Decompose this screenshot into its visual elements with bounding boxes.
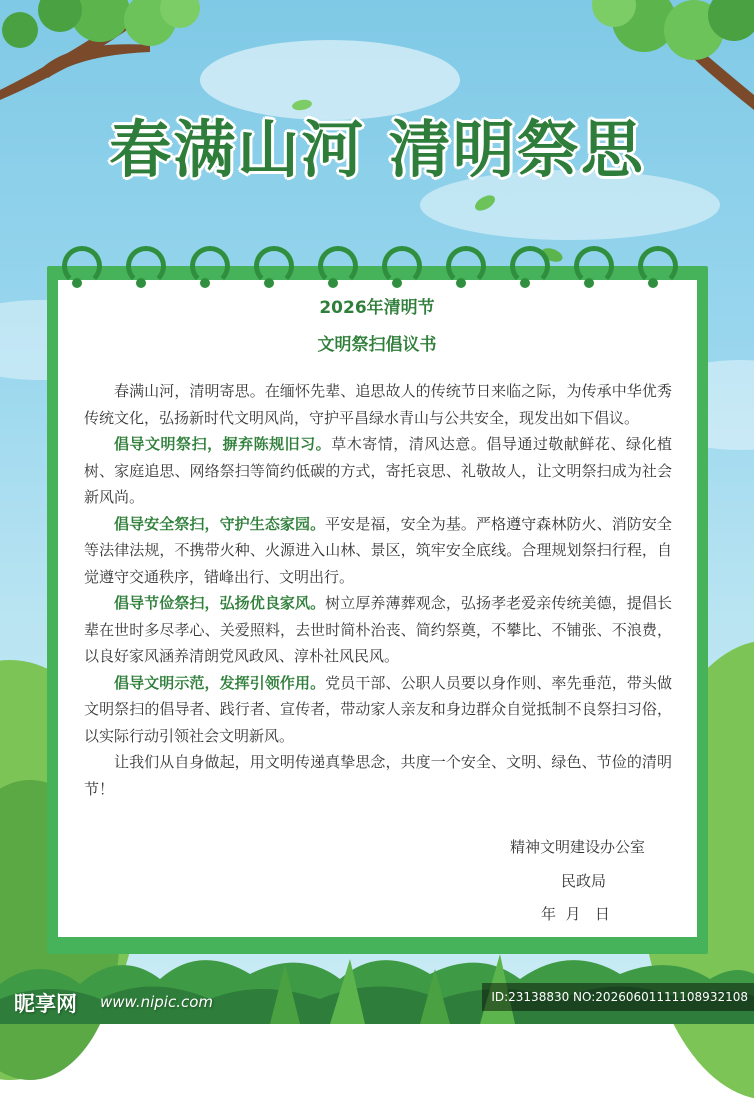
- point-paragraph: [84, 670, 672, 750]
- tree-branch-top-left: [0, 0, 210, 110]
- point-text: 树立厚养薄葬观念，弘扬孝老爱亲传统美德，提倡长辈在世时多尽孝心、关爱照料，去世时简朴治丧、简约祭奠，不攀比、不铺张、不浪费，以良好家风涵养清朗党风政风、淳朴社风民风。: [84, 594, 672, 665]
- point-lead: 倡导节俭祭扫，弘扬优良家风。: [114, 594, 326, 612]
- spiral-hole: [200, 278, 210, 288]
- spiral-hole: [392, 278, 402, 288]
- spiral-ring: [382, 246, 422, 286]
- intro-paragraph: 春满山河，清明寄思。在缅怀先辈、追思故人的传统节日来临之际，为传承中华优秀传统文化，弘扬新时代文明风尚，守护平昌绿水青山与公共安全，现发出如下倡议。: [84, 382, 672, 427]
- watermark-id: ID:23138830 NO:20260601111108932108: [482, 983, 754, 1011]
- spiral-hole: [584, 278, 594, 288]
- heading-name: 文明祭扫倡议书: [317, 335, 437, 355]
- leaf-icon: [473, 193, 497, 213]
- point-text: 党员干部、公职人员要以身作则、率先垂范，带头做文明祭扫的倡导者、践行者、宣传者，带动家人亲友和身边群众自觉抵制不良祭扫习俗，以实际行动引领社会文明新风。: [84, 673, 672, 745]
- signature-bureau: 民政局: [561, 872, 607, 890]
- spiral-hole: [136, 278, 146, 288]
- spiral-ring: [638, 246, 678, 286]
- spiral-hole: [72, 278, 82, 288]
- spiral-ring: [190, 246, 230, 286]
- spiral-hole: [264, 278, 274, 288]
- point-paragraph: [84, 590, 672, 670]
- spiral-hole: [328, 278, 338, 288]
- spiral-ring: [446, 246, 486, 286]
- spiral-ring: [318, 246, 358, 286]
- spiral-hole: [456, 278, 466, 288]
- point-lead: 倡导文明祭扫，摒弃陈规旧习。: [114, 435, 332, 453]
- spiral-ring: [510, 246, 550, 286]
- heading-year: 2026年清明节: [319, 298, 435, 318]
- spiral-hole: [520, 278, 530, 288]
- page-title: 春满山河 清明祭思: [109, 113, 645, 186]
- signature-date: 年 月 日: [541, 905, 610, 923]
- spiral-ring: [574, 246, 614, 286]
- point-lead: 倡导文明示范，发挥引领作用。: [114, 673, 326, 692]
- point-text: 草木寄情，清风达意。倡导通过敬献鲜花、绿化植树、家庭追思、网络祭扫等简约低碳的方式，寄托哀思、礼敬故人，让文明祭扫成为社会新风尚。: [84, 435, 672, 506]
- spiral-binding: [58, 246, 698, 290]
- point-text: 平安是福，安全为基。严格遵守森林防火、消防安全等法律法规，不携带火种、火源进入山林、景区，筑牢安全底线。合理规划祭扫行程，自觉遵守交通秩序，错峰出行、文明出行。: [84, 514, 672, 586]
- point-paragraph: [84, 431, 672, 511]
- spiral-ring: [126, 246, 166, 286]
- point-paragraph: [84, 511, 672, 591]
- spiral-ring: [62, 246, 102, 286]
- spiral-hole: [648, 278, 658, 288]
- spiral-ring: [254, 246, 294, 286]
- signature-org: 精神文明建设办公室: [510, 838, 646, 856]
- watermark-site: www.nipic.com: [100, 993, 214, 1011]
- closing-paragraph: 让我们从自身做起，用文明传递真挚思念，共度一个安全、文明、绿色、节俭的清明节！: [84, 753, 672, 798]
- point-lead: 倡导安全祭扫，守护生态家园。: [114, 514, 326, 533]
- proposal-body: [84, 378, 672, 802]
- watermark-logo: 昵享网: [14, 991, 77, 1016]
